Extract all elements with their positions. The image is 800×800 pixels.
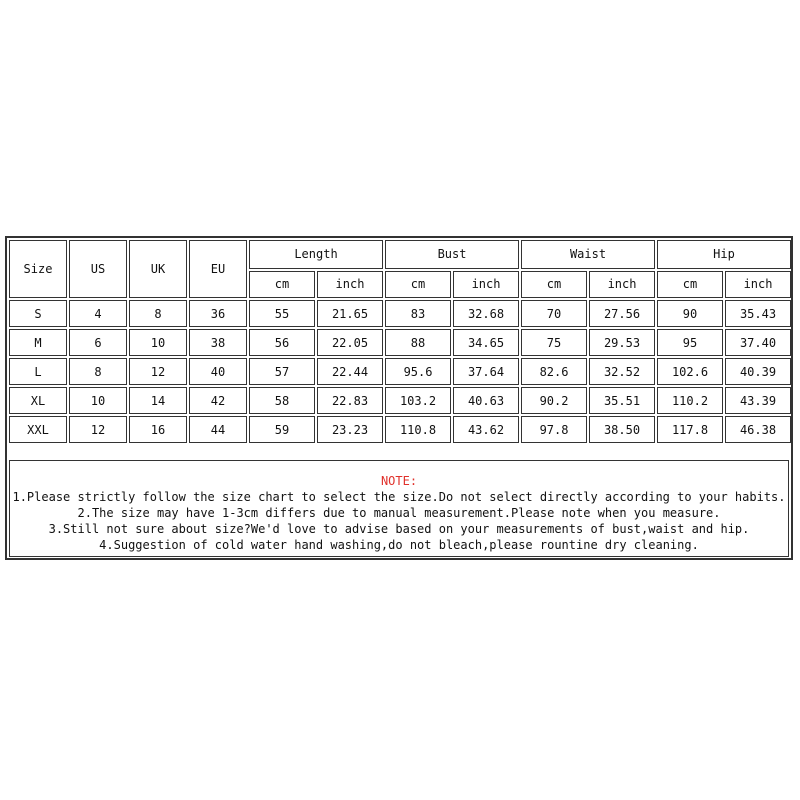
table-row	[9, 358, 791, 385]
table-cell: 88	[385, 329, 451, 356]
table-cell: 37.64	[453, 358, 519, 385]
table-cell: 75	[521, 329, 587, 356]
table-cell: 21.65	[317, 300, 383, 327]
unit-waist-inch: inch	[589, 271, 655, 299]
table-cell: 90	[657, 300, 723, 327]
note-line-2: 2.The size may have 1-3cm differs due to manual measurement.Please note when you measure.	[77, 506, 721, 520]
table-cell: 27.56	[589, 300, 655, 327]
table-cell: 95.6	[385, 358, 451, 385]
table-cell: 117.8	[657, 416, 723, 443]
table-cell: 35.51	[589, 387, 655, 414]
table-cell: 10	[69, 387, 127, 414]
header-size: Size	[9, 240, 67, 298]
table-cell: 16	[129, 416, 187, 443]
table-row	[9, 416, 791, 443]
table-cell: XXL	[9, 416, 67, 443]
table-cell: 35.43	[725, 300, 791, 327]
table-cell: 40	[189, 358, 247, 385]
table-cell: 97.8	[521, 416, 587, 443]
table-cell: 58	[249, 387, 315, 414]
unit-waist-cm: cm	[521, 271, 587, 299]
table-cell: 10	[129, 329, 187, 356]
table-cell: 83	[385, 300, 451, 327]
header-hip: Hip	[657, 240, 791, 269]
table-cell: L	[9, 358, 67, 385]
table-cell: 22.05	[317, 329, 383, 356]
unit-hip-cm: cm	[657, 271, 723, 299]
table-cell: 22.83	[317, 387, 383, 414]
table-cell: 36	[189, 300, 247, 327]
table-cell: 23.23	[317, 416, 383, 443]
size-chart-table	[7, 238, 793, 445]
table-cell: 40.39	[725, 358, 791, 385]
unit-length-inch: inch	[317, 271, 383, 299]
table-cell: 37.40	[725, 329, 791, 356]
table-cell: 110.8	[385, 416, 451, 443]
table-cell: 110.2	[657, 387, 723, 414]
note-line-4: 4.Suggestion of cold water hand washing,do not bleach,please rountine dry cleaning.	[99, 538, 699, 552]
table-cell: 4	[69, 300, 127, 327]
table-cell: XL	[9, 387, 67, 414]
table-row	[9, 387, 791, 414]
table-cell: 82.6	[521, 358, 587, 385]
header-row	[9, 240, 791, 269]
table-cell: M	[9, 329, 67, 356]
note-line-1: 1.Please strictly follow the size chart to select the size.Do not select directly according to your habits.	[12, 490, 786, 504]
notes-box	[9, 460, 789, 557]
table-cell: 22.44	[317, 358, 383, 385]
table-row	[9, 329, 791, 356]
table-cell: 43.62	[453, 416, 519, 443]
table-cell: 12	[129, 358, 187, 385]
table-cell: 12	[69, 416, 127, 443]
table-cell: 8	[69, 358, 127, 385]
table-body	[9, 300, 791, 443]
table-cell: S	[9, 300, 67, 327]
unit-bust-cm: cm	[385, 271, 451, 299]
table-row	[9, 300, 791, 327]
table-cell: 6	[69, 329, 127, 356]
table-cell: 40.63	[453, 387, 519, 414]
unit-bust-inch: inch	[453, 271, 519, 299]
table-cell: 46.38	[725, 416, 791, 443]
table-cell: 59	[249, 416, 315, 443]
table-cell: 29.53	[589, 329, 655, 356]
table-cell: 70	[521, 300, 587, 327]
header-uk: UK	[129, 240, 187, 298]
header-eu: EU	[189, 240, 247, 298]
unit-hip-inch: inch	[725, 271, 791, 299]
table-cell: 34.65	[453, 329, 519, 356]
table-cell: 43.39	[725, 387, 791, 414]
note-title: NOTE:	[380, 474, 418, 488]
table-cell: 95	[657, 329, 723, 356]
table-cell: 8	[129, 300, 187, 327]
table-cell: 103.2	[385, 387, 451, 414]
table-cell: 38	[189, 329, 247, 356]
header-length: Length	[249, 240, 383, 269]
table-cell: 32.52	[589, 358, 655, 385]
table-cell: 57	[249, 358, 315, 385]
table-cell: 90.2	[521, 387, 587, 414]
table-cell: 56	[249, 329, 315, 356]
table-cell: 42	[189, 387, 247, 414]
header-waist: Waist	[521, 240, 655, 269]
header-us: US	[69, 240, 127, 298]
table-cell: 102.6	[657, 358, 723, 385]
table-cell: 38.50	[589, 416, 655, 443]
table-cell: 44	[189, 416, 247, 443]
note-line-3: 3.Still not sure about size?We'd love to advise based on your measurements of bust,waist and hip.	[48, 522, 750, 536]
header-bust: Bust	[385, 240, 519, 269]
table-cell: 32.68	[453, 300, 519, 327]
table-cell: 55	[249, 300, 315, 327]
table-cell: 14	[129, 387, 187, 414]
unit-length-cm: cm	[249, 271, 315, 299]
